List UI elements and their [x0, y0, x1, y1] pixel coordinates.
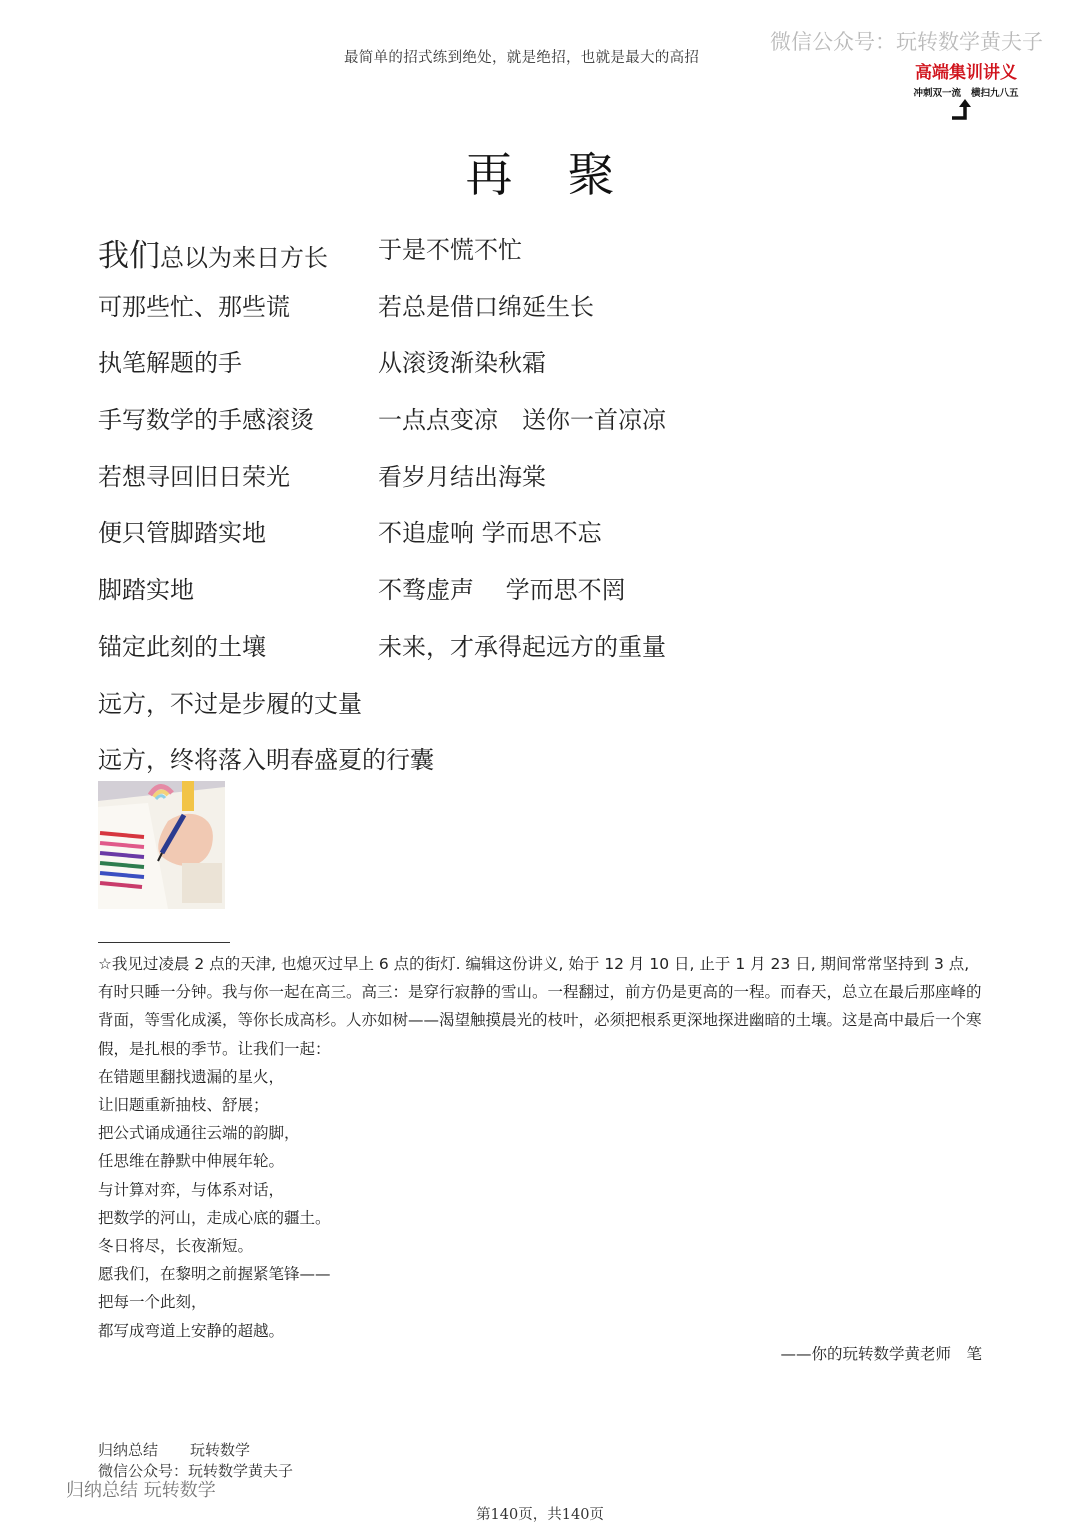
- poem-line: [98, 222, 798, 279]
- poem-title: 再 聚: [465, 148, 635, 203]
- footnote-line: 愿我们，在黎明之前握紧笔锋——: [98, 1265, 331, 1284]
- footer-label-summary: 归纳总结: [98, 1441, 159, 1459]
- footnote-line: 任思维在静默中伸展年轮。: [98, 1152, 285, 1171]
- poem-line-left: 远方，终将落入明春盛夏的行囊: [98, 746, 434, 775]
- poem-line: [98, 449, 798, 506]
- footnote-paragraph: ☆我见过凌晨 2 点的天津, 也熄灭过早上 6 点的街灯. 编辑这份讲义, 始于 12 月 10 日, 止于 1 月 23 日, 期间常常坚持到 3 点, 有时只睡一分钟。我与你一起在高三。高三：是穿行寂静的雪山。一程翻过，前方仍是更高的一程。而春天，总立在最后那座峰的背面，等雪化成溪，等你长成高杉。人亦如树——渴望触摸晨光的枝叶，必须把根系更深地探进幽暗的土壤。这是高中最后一个寒假，是扎根的季节。让我们一起：: [98, 955, 982, 1058]
- brand-logo: [904, 58, 1028, 124]
- footnote-line: 把每一个此刻，: [98, 1293, 207, 1312]
- poem: [98, 222, 798, 789]
- poem-line: [98, 505, 798, 562]
- poem-line-right: 一点点变凉 送你一首凉凉: [378, 406, 666, 435]
- poem-line-left: 脚踏实地: [98, 576, 194, 605]
- footnote: [98, 950, 984, 1345]
- poem-line-right: 未来，才承得起远方的重量: [378, 632, 666, 661]
- poem-line-left: 我们总以为来日方长: [98, 238, 328, 274]
- poem-line-right: 不追虚响 学而思不忘: [378, 519, 602, 548]
- footer-labels: [98, 1439, 250, 1460]
- poem-line-left: 可那些忙、那些谎: [98, 292, 290, 321]
- poem-line: [98, 619, 798, 676]
- poem-line-left: 执笔解题的手: [98, 349, 242, 378]
- header-motto: 最简单的招式练到绝处，就是绝招，也就是最大的高招: [344, 50, 700, 66]
- brand-sub-right: 横扫九八五: [970, 88, 1019, 99]
- poem-line-right: 看岁月结出海棠: [378, 462, 546, 491]
- writing-hand-illustration: [98, 781, 225, 909]
- poem-line-right: 于是不慌不忙: [378, 236, 522, 264]
- poem-line-left: 便只管脚踏实地: [98, 519, 266, 548]
- poem-first-word: 我们: [98, 238, 160, 274]
- footnote-line: 在错题里翻找遗漏的星火，: [98, 1067, 285, 1086]
- poem-line-right: 不骛虚声 学而思不罔: [378, 576, 626, 605]
- poem-line: [98, 335, 798, 392]
- footer-label-brand: 玩转数学: [190, 1441, 251, 1459]
- poem-line-left: 远方，不过是步履的丈量: [98, 689, 362, 718]
- footnote-line: 与计算对弈，与体系对话，: [98, 1180, 285, 1199]
- poem-line: [98, 676, 798, 733]
- page-number: 第140页，共140页: [476, 1507, 604, 1523]
- poem-line-left: 手写数学的手感滚烫: [98, 406, 314, 435]
- poem-line-left: 若想寻回旧日荣光: [98, 462, 290, 491]
- signature: ——你的玩转数学黄老师 笔: [780, 1345, 982, 1363]
- poem-line: [98, 279, 798, 336]
- footnote-line: 让旧题重新抽枝、舒展；: [98, 1096, 269, 1115]
- footnote-line: 把公式诵成通往云端的韵脚，: [98, 1124, 300, 1143]
- poem-line: [98, 392, 798, 449]
- poem-line-right: 若总是借口绵延生长: [378, 292, 594, 321]
- poem-line-right: 从滚烫渐染秋霜: [378, 349, 546, 378]
- footnote-line: 都写成弯道上安静的超越。: [98, 1321, 285, 1340]
- turn-arrow-icon: [948, 96, 974, 122]
- footnote-line: 把数学的河山，走成心底的疆土。: [98, 1208, 331, 1227]
- footer-watermark: 归纳总结 玩转数学: [66, 1480, 216, 1501]
- brand-title: 高端集训讲义: [915, 63, 1017, 83]
- footer-wechat: 微信公众号：玩转数学黄夫子: [98, 1462, 294, 1480]
- poem-line-left: 锚定此刻的土壤: [98, 632, 266, 661]
- wechat-watermark: 微信公众号：玩转数学黄夫子: [770, 30, 1043, 54]
- writing-hand-photo: [98, 781, 225, 909]
- footnote-divider: [98, 942, 230, 943]
- footnote-line: 冬日将尽，长夜渐短。: [98, 1237, 254, 1256]
- poem-line: [98, 562, 798, 619]
- brand-sub-left: 冲刺双一流: [913, 88, 962, 99]
